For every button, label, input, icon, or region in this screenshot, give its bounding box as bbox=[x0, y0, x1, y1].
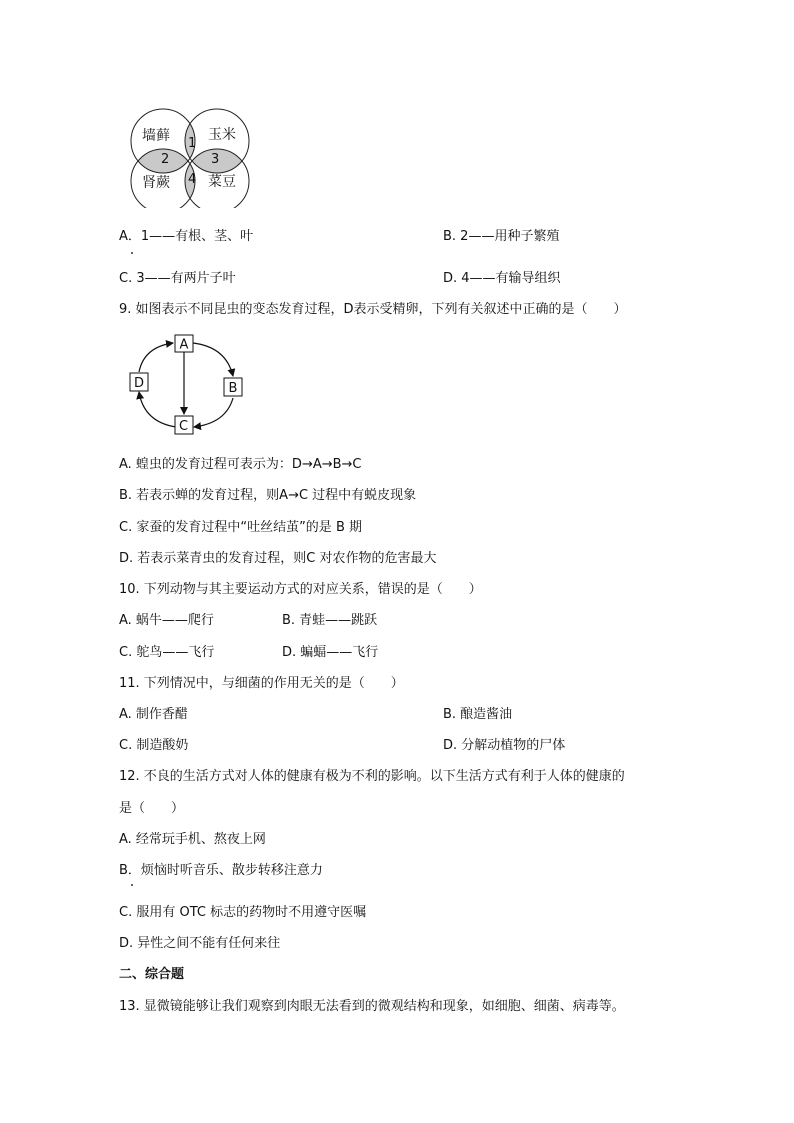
node-b: B bbox=[228, 381, 238, 396]
venn-number-2: 2 bbox=[161, 152, 170, 167]
section-title: 二、综合题 bbox=[119, 967, 185, 982]
q9-option-d: D. 若表示菜青虫的发育过程，则C 对农作物的危害最大 bbox=[119, 551, 437, 566]
q11-option-d: D. 分解动植物的尸体 bbox=[443, 738, 566, 753]
venn-label-bottom-left: 肾蕨 bbox=[142, 175, 170, 191]
arrow-a-to-b bbox=[193, 343, 233, 376]
q9-option-a: A. 蝗虫的发育过程可表示为：D→A→B→C bbox=[119, 457, 362, 472]
q8-option-c: C. 3——有两片子叶 bbox=[119, 271, 236, 286]
venn-number-1: 1 bbox=[188, 136, 197, 151]
q12-option-d: D. 异性之间不能有任何来往 bbox=[119, 936, 281, 951]
arrow-d-to-a bbox=[139, 343, 173, 372]
venn-number-3: 3 bbox=[211, 152, 220, 167]
q10-option-b: B. 青蛙——跳跃 bbox=[282, 613, 378, 628]
venn-diagram bbox=[128, 108, 258, 208]
q10-option-c: C. 鸵鸟——飞行 bbox=[119, 645, 215, 660]
arrow-b-to-c bbox=[194, 398, 233, 427]
node-a: A bbox=[179, 337, 189, 353]
venn-number-4: 4 bbox=[188, 172, 197, 187]
q11-stem: 11. 下列情况中，与细菌的作用无关的是（ ） bbox=[119, 676, 404, 691]
q9-option-c: C. 家蚕的发育过程中“吐丝结茧”的是 B 期 bbox=[119, 520, 362, 535]
node-d: D bbox=[134, 376, 145, 391]
q10-option-d: D. 蝙蝠——飞行 bbox=[282, 645, 379, 660]
q11-option-c: C. 制造酸奶 bbox=[119, 738, 189, 753]
q12-option-c: C. 服用有 OTC 标志的药物时不用遵守医嘱 bbox=[119, 905, 367, 920]
venn-label-bottom-right: 菜豆 bbox=[208, 174, 236, 190]
q9-option-b: B. 若表示蝉的发育过程，则A→C 过程中有蜕皮现象 bbox=[119, 488, 417, 503]
node-c: C bbox=[179, 419, 189, 434]
q8-option-a: A．1——有根、茎、叶 bbox=[119, 229, 254, 244]
emphasis-dot bbox=[131, 884, 133, 886]
venn-label-top-left: 墙藓 bbox=[142, 128, 170, 144]
emphasis-dot bbox=[131, 252, 133, 254]
q12-option-b: B．烦恼时听音乐、散步转移注意力 bbox=[119, 863, 323, 878]
q8-option-d: D. 4——有输导组织 bbox=[443, 271, 561, 286]
q11-option-b: B. 酿造酱油 bbox=[443, 707, 513, 722]
q9-stem: 9. 如图表示不同昆虫的变态发育过程，D表示受精卵，下列有关叙述中正确的是（ ） bbox=[119, 302, 627, 317]
q13-stem: 13. 显微镜能够让我们观察到肉眼无法看到的微观结构和现象，如细胞、细菌、病毒等。 bbox=[119, 999, 625, 1014]
q10-stem: 10. 下列动物与其主要运动方式的对应关系，错误的是（ ） bbox=[119, 582, 482, 597]
q10-option-a: A. 蜗牛——爬行 bbox=[119, 613, 214, 628]
q12-stem-line-1: 12. 不良的生活方式对人体的健康有极为不利的影响。以下生活方式有利于人体的健康的 bbox=[119, 769, 625, 784]
q12-option-a: A. 经常玩手机、熬夜上网 bbox=[119, 832, 266, 847]
q11-option-a: A. 制作香醋 bbox=[119, 707, 188, 722]
venn-label-top-right: 玉米 bbox=[208, 127, 236, 143]
insect-cycle-diagram bbox=[126, 330, 256, 438]
q12-stem-line-2: 是（ ） bbox=[119, 801, 185, 816]
arrow-c-to-d bbox=[139, 392, 176, 427]
q8-option-b: B. 2——用种子繁殖 bbox=[443, 229, 560, 244]
